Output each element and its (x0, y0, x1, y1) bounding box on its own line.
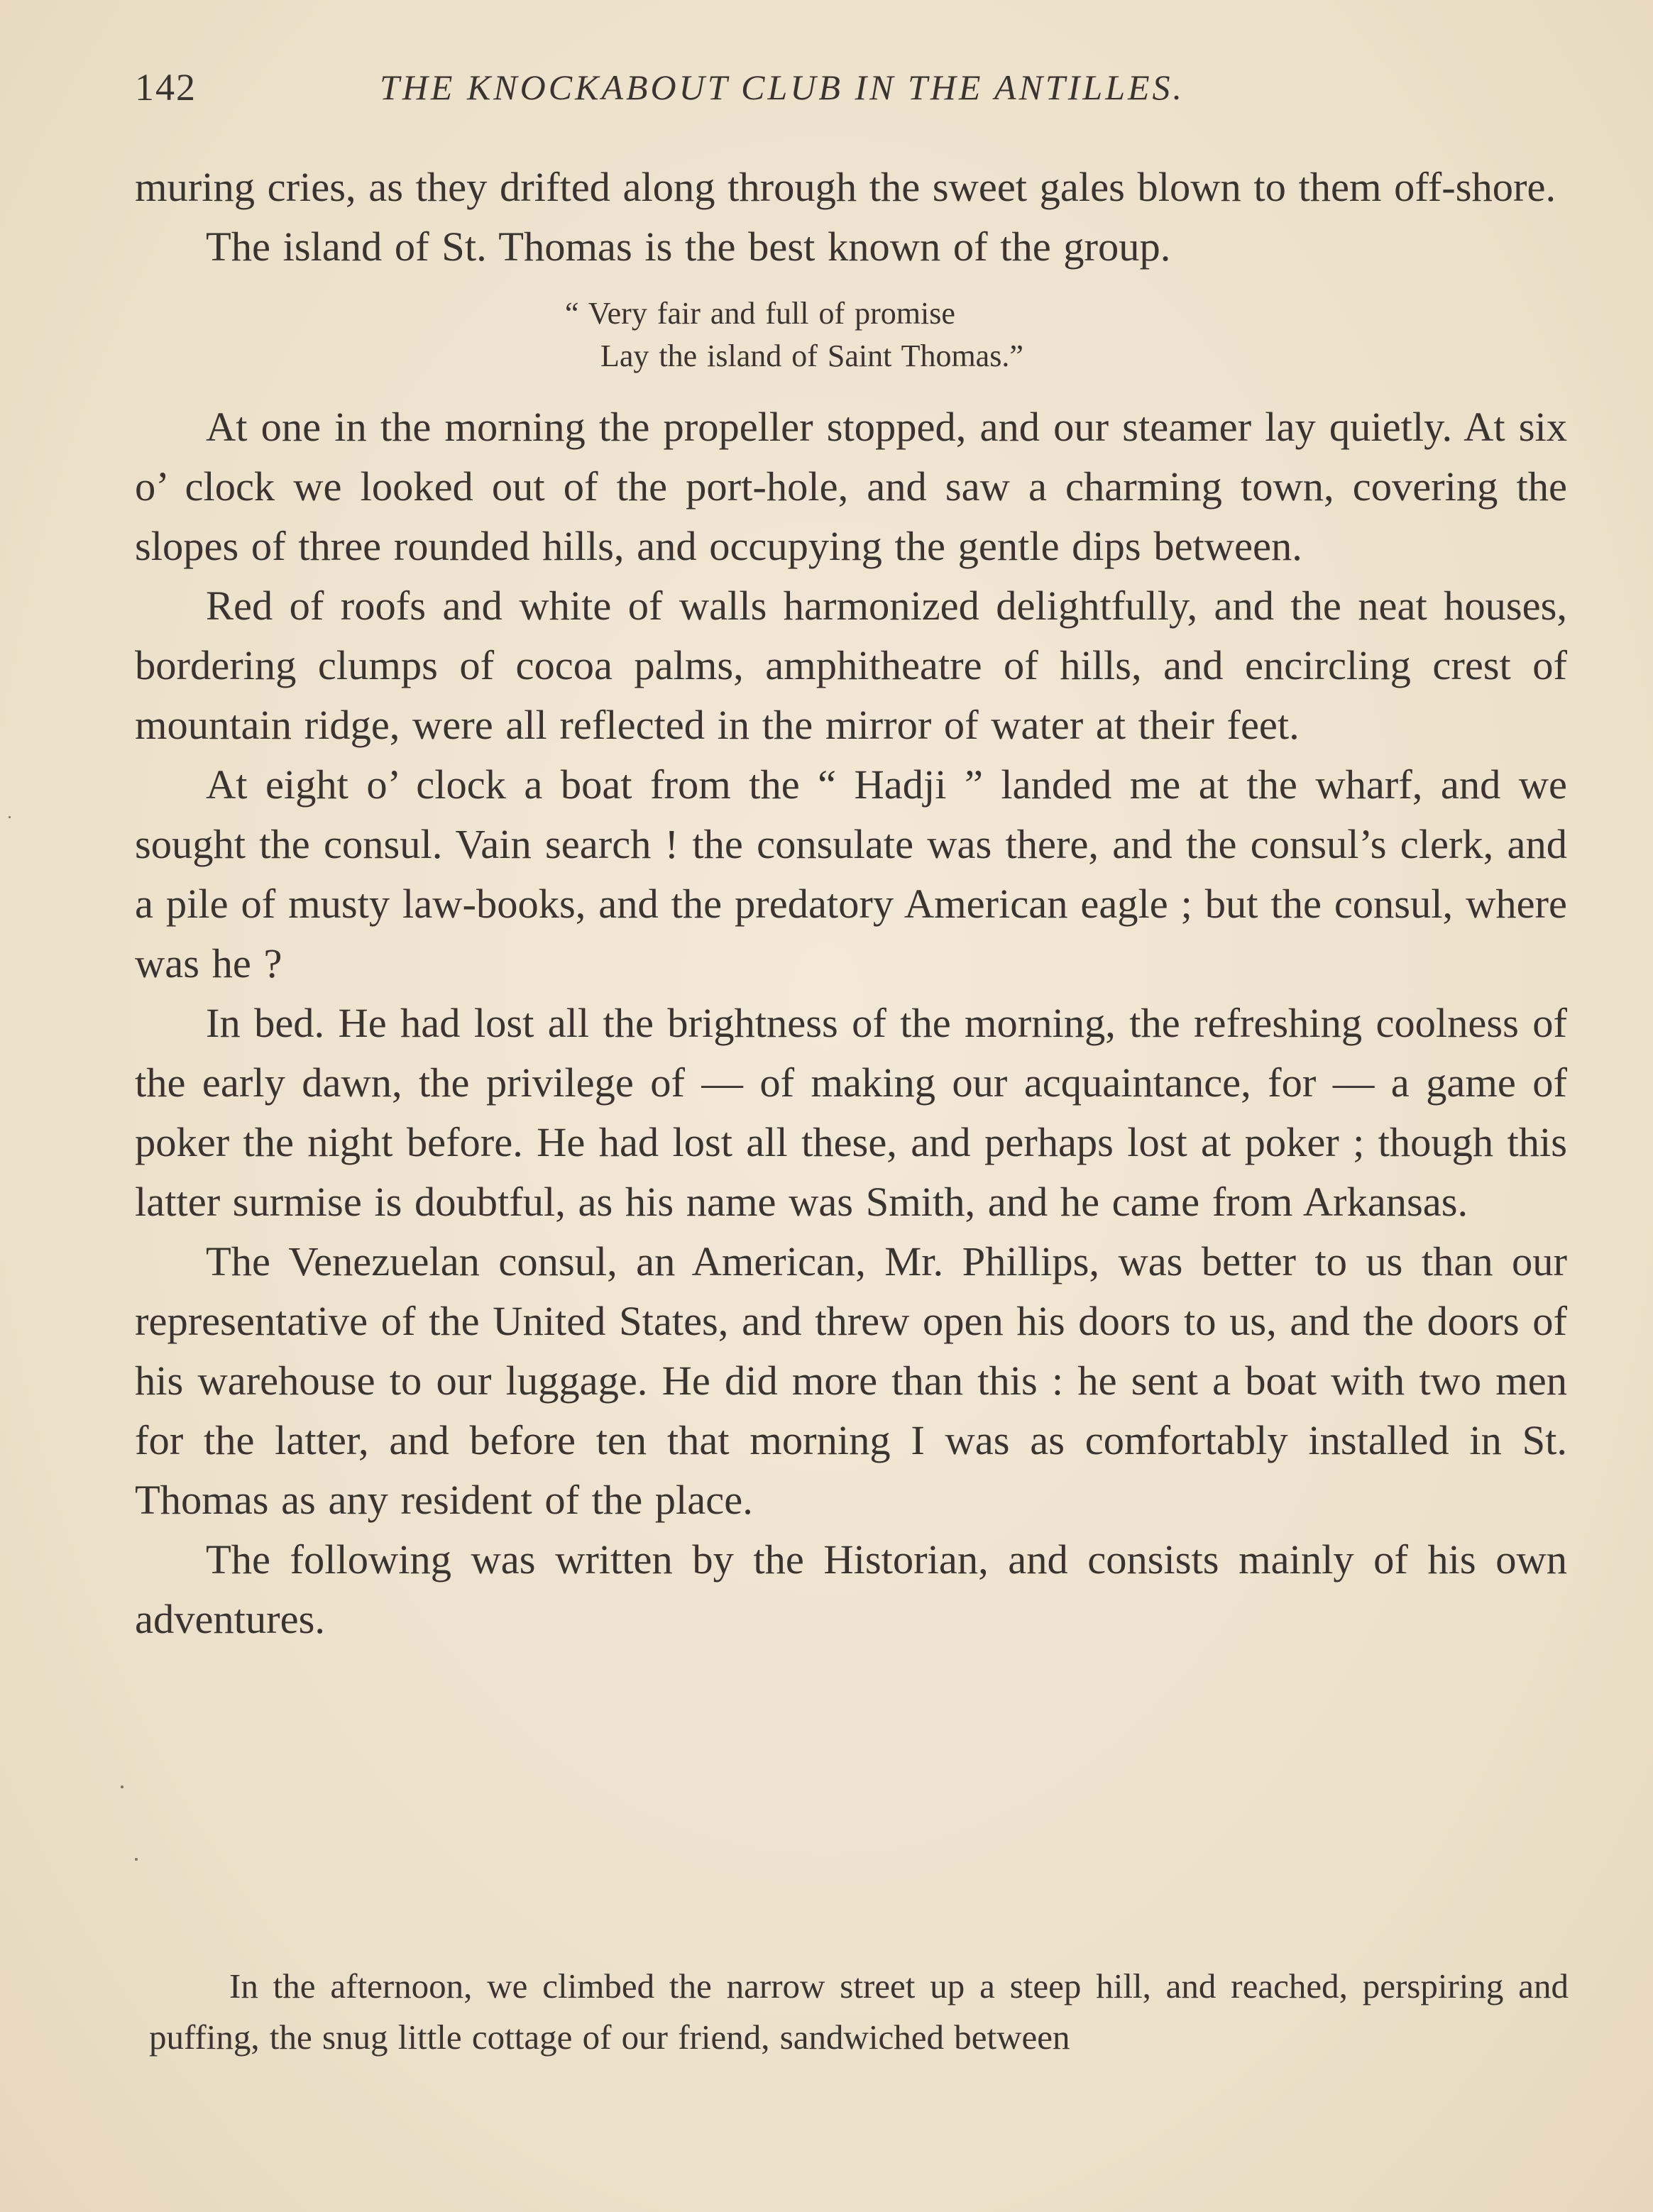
paper-speck (135, 1858, 138, 1861)
paragraph: In bed. He had lost all the brightness of the morning, the refreshing coolness of the early dawn, the privilege of — of making our acquaintance, for — a game of poker the night before. He had lost all these, and perhaps lost at poker ; though this latter surmise is doubtful, as his name was Smith, and he came from Arkansas. (135, 1000, 1567, 1225)
body-text (135, 158, 1567, 1649)
paragraph: At eight o’ clock a boat from the “ Hadji ” landed me at the wharf, and we sought the consul. Vain search ! the consulate was there, and the consul’s clerk, and a pile of musty law-books, and the predatory American eagle ; but the consul, where was he ? (135, 761, 1567, 986)
historian-section (149, 1961, 1569, 2063)
paper-speck (9, 816, 11, 818)
verse-line: “ Very fair and full of promise (565, 296, 955, 331)
paragraph: The island of St. Thomas is the best known of the group. (206, 224, 1171, 270)
running-title: THE KNOCKABOUT CLUB IN THE ANTILLES. (380, 67, 1185, 107)
paragraph: In the afternoon, we climbed the narrow street up a steep hill, and reached, perspiring and puffing, the snug little cottage of our friend, sandwiched between (149, 1966, 1569, 2057)
paragraph: At one in the morning the propeller stopped, and our steamer lay quietly. At six o’ clock we looked out of the port-hole, and saw a charming town, covering the slopes of three rounded hills, and occupying the gentle dips between. (135, 404, 1567, 569)
page-header (135, 65, 1547, 122)
paper-speck (121, 1785, 123, 1788)
page-number: 142 (135, 66, 197, 109)
paragraph-continued: muring cries, as they drifted along through the sweet gales blown to them off-shore. (135, 164, 1556, 210)
verse-line: Lay the island of Saint Thomas.” (600, 339, 1023, 373)
paragraph: The Venezuelan consul, an American, Mr. Phillips, was better to us than our representative of the United States, and threw open his doors to us, and the doors of his warehouse to our luggage. He did more than this : he sent a boat with two men for the latter, and before ten that morning I was as comfortably installed in St. Thomas as any resident of the place. (135, 1238, 1567, 1523)
verse-quote (135, 292, 1567, 378)
paragraph: The following was written by the Historian, and consists mainly of his own adventures. (135, 1536, 1567, 1642)
paragraph: Red of roofs and white of walls harmonized delightfully, and the neat houses, bordering clumps of cocoa palms, amphitheatre of hills, and encircling crest of mountain ridge, were all reflected in the mirror of water at their feet. (135, 583, 1567, 748)
